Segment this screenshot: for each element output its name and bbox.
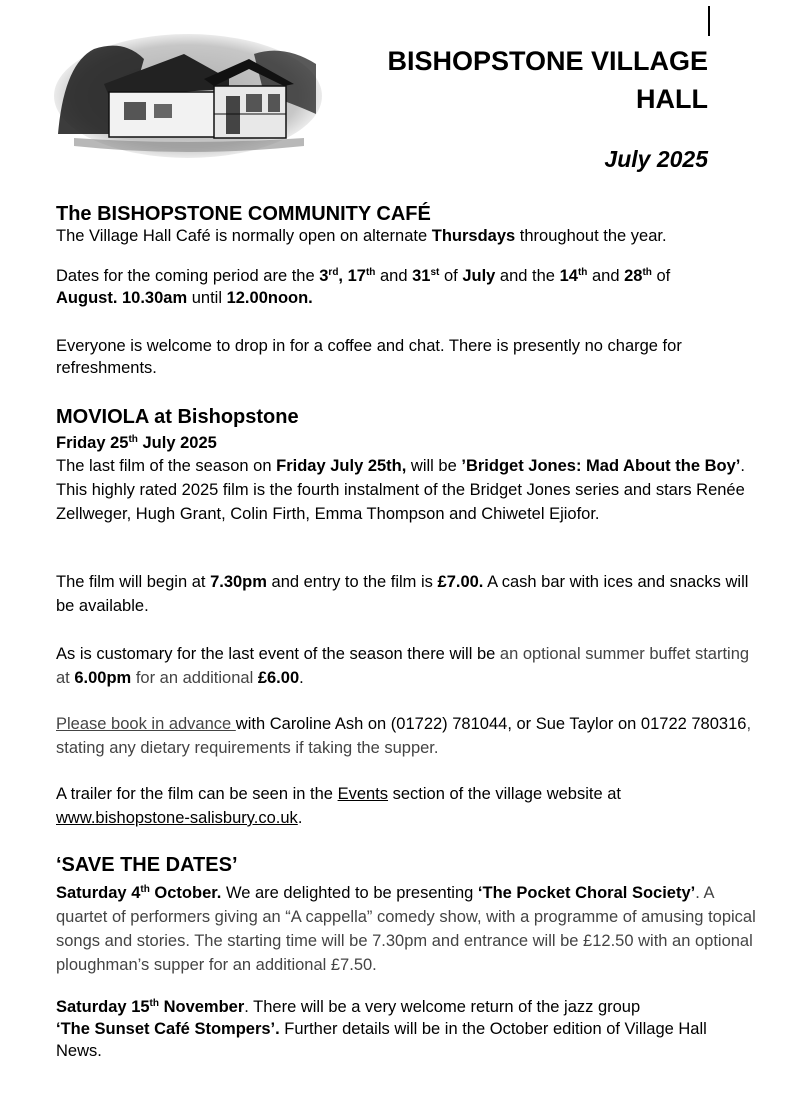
header-rule — [708, 6, 710, 36]
moviola-heading: MOVIOLA at Bishopstone — [56, 406, 299, 428]
page-title — [387, 42, 708, 118]
moviola-paragraph-5: A trailer for the film can be seen in the Events section of the village website at www.bishopstone-salisbury.co.uk. — [56, 785, 621, 827]
save-dates-paragraph-1: Saturday 4th October. We are delighted to be presenting ‘The Pocket Choral Society’. A quartet of performers giving an “A cappella” comedy show, with a programme of amusing topical songs and stories. The starting time will be 7.30pm and entrance will be £12.50 with an optional ploughman’s supper for an additional £7.50. — [56, 884, 756, 974]
issue-date: July 2025 — [604, 146, 708, 172]
save-dates-heading: ‘SAVE THE DATES’ — [56, 854, 238, 876]
cafe-paragraph-1: The Village Hall Café is normally open on alternate Thursdays throughout the year. — [56, 227, 667, 245]
cafe-paragraph-2: Dates for the coming period are the 3rd, 17th and 31st of July and the 14th and 28th of August. 10.30am until 12.00noon. — [56, 267, 671, 307]
village-hall-image — [54, 34, 322, 158]
website-link[interactable]: www.bishopstone-salisbury.co.uk — [56, 809, 298, 827]
events-link[interactable]: Events — [337, 785, 389, 803]
cafe-heading: The BISHOPSTONE COMMUNITY CAFÉ — [56, 203, 431, 225]
cafe-paragraph-3: Everyone is welcome to drop in for a coffee and chat. There is presently no charge for refreshments. — [56, 337, 682, 377]
book-in-advance-link[interactable]: Please book in advance — [56, 715, 236, 733]
moviola-paragraph-3: As is customary for the last event of the season there will be an optional summer buffet starting at 6.00pm for an additional £6.00. — [56, 645, 750, 687]
moviola-paragraph-4: Please book in advance with Caroline Ash on (01722) 781044, or Sue Taylor on 01722 780316, stating any dietary requirements if taking the supper. — [56, 715, 752, 757]
moviola-paragraph-1: The last film of the season on Friday July 25th, will be ’Bridget Jones: Mad About the Boy’. This highly rated 2025 film is the fourth instalment of the Bridget Jones series and stars Renée Zellweger, Hugh Grant, Colin Firth, Emma Thompson and Chiwetel Ejiofor. — [56, 457, 745, 523]
save-dates-paragraph-2: Saturday 15th November. There will be a very welcome return of the jazz group ‘The Sunset Café Stompers’. Further details will be in the October edition of Village Hall News. — [56, 998, 707, 1060]
moviola-date: Friday 25th July 2025 — [56, 434, 217, 452]
page-title-line1: BISHOPSTONE VILLAGE — [387, 46, 708, 76]
page-title-line2: HALL — [636, 84, 708, 114]
moviola-paragraph-2: The film will begin at 7.30pm and entry to the film is £7.00. A cash bar with ices and snacks will be available. — [56, 573, 749, 615]
